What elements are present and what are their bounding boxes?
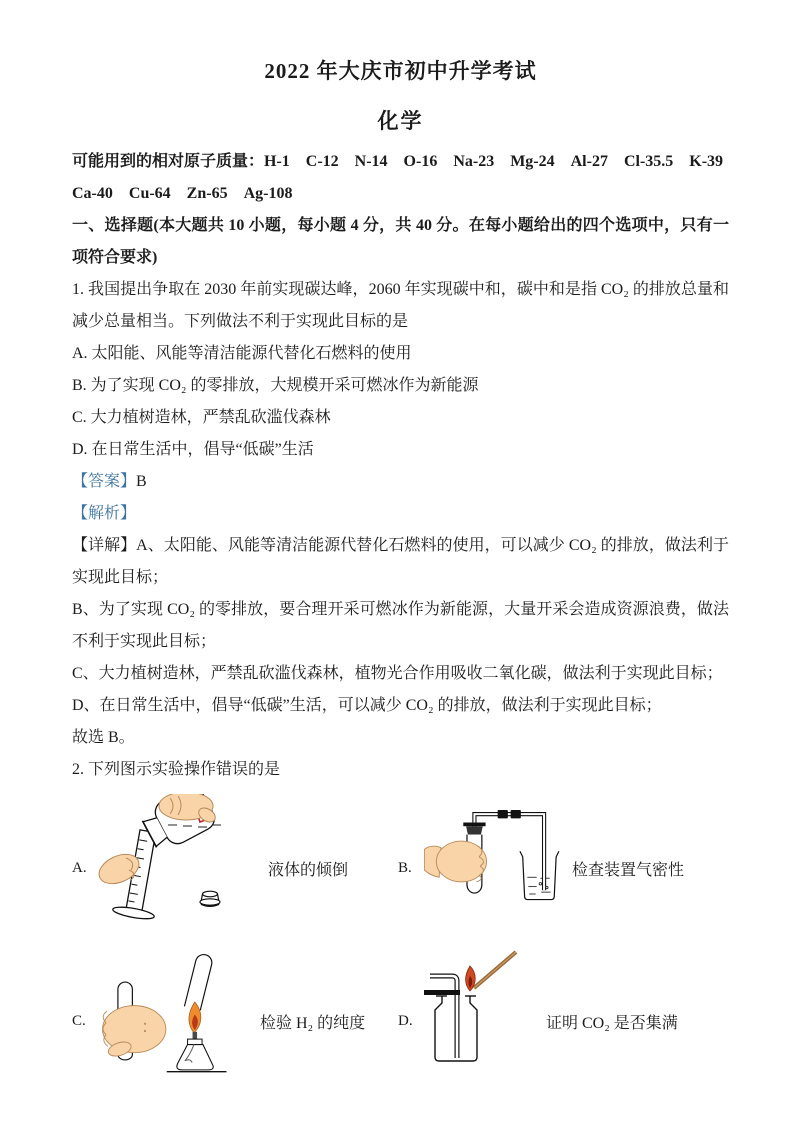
figure-d-caption: 证明 CO₂ 是否集满	[546, 1014, 678, 1032]
figure-a-letter: A.	[72, 859, 87, 876]
figure-c-caption: 检验 H₂ 的纯度	[260, 1014, 366, 1032]
figure-row-2	[72, 944, 729, 1098]
figure-option-b	[398, 803, 728, 933]
air-tightness-check-figure	[424, 803, 562, 933]
detail-item-a: 【详解】A、太阳能、风能等清洁能源代替化石燃料的使用，可以减少 CO₂ 的排放，做法利于实现此目标；	[72, 537, 729, 586]
figure-row-1	[72, 792, 729, 944]
question-1-option-c: C. 大力植树造林，严禁乱砍滥伐森林	[72, 409, 331, 426]
gas-delivery-tube	[430, 976, 457, 1058]
analysis-line	[72, 498, 729, 530]
subject-title: 化学	[377, 109, 424, 133]
burning-splint	[466, 952, 517, 991]
beaker	[520, 851, 559, 899]
glass-cover-plate	[424, 990, 460, 995]
atomic-masses-line-2: Ca-40 Cu-64 Zn-65 Ag-108	[72, 185, 293, 202]
pouring-liquid-figure	[98, 794, 258, 942]
figure-d-letter: D.	[398, 1012, 413, 1029]
hydrogen-purity-test-figure	[98, 946, 250, 1096]
co2-full-test-figure	[424, 946, 536, 1096]
bottle-stopper	[200, 891, 220, 906]
detail-item-d: D、在日常生活中，倡导“低碳”生活，可以减少 CO₂ 的排放，做法利于实现此目标；	[72, 697, 662, 714]
answer-value: B	[136, 473, 147, 490]
tube-connector	[498, 810, 508, 818]
figure-c-letter: C.	[72, 1012, 86, 1029]
inverted-test-tube	[184, 953, 213, 1010]
atomic-masses-line-1: 可能用到的相对原子质量：H-1 C-12 N-14 O-16 Na-23 Mg-24 Al-27 Cl-35.5 K-39	[72, 153, 724, 170]
figure-a-caption: 液体的倾倒	[268, 861, 349, 879]
hand-grasping-test-tube	[424, 841, 486, 882]
lamp-collar	[188, 1039, 202, 1044]
answer-line	[72, 466, 729, 498]
detail-item-b: B、为了实现 CO₂ 的零排放，要合理开采可燃冰作为新能源，大量开采会造成资源浪费，做法不利于实现此目标；	[72, 601, 729, 650]
figure-option-c	[72, 946, 398, 1096]
figure-option-d	[398, 946, 728, 1096]
answer-label: 【答案】	[72, 473, 137, 490]
page-title: 2022 年大庆市初中升学考试	[264, 59, 537, 83]
detail-conclusion: 故选 B。	[72, 729, 135, 746]
question-1-option-a: A. 太阳能、风能等清洁能源代替化石燃料的使用	[72, 345, 412, 362]
section-heading: 一、选择题(本大题共 10 小题，每小题 4 分，共 40 分。在每小题给出的四个选项中，只有一项符合要求)	[72, 217, 729, 266]
detail-item-c: C、大力植树造林，严禁乱砍滥伐森林，植物光合作用吸收二氧化碳，做法利于实现此目标；	[72, 665, 723, 682]
figure-option-a	[72, 794, 398, 942]
question-2-stem: 2. 下列图示实验操作错误的是	[72, 761, 281, 778]
question-1-stem: 1. 我国提出争取在 2030 年前实现碳达峰，2060 年实现碳中和，碳中和是指 CO₂ 的排放总量和减少总量相当。下列做法不利于实现此目标的是	[72, 281, 729, 330]
figure-b-caption: 检查装置气密性	[572, 861, 685, 879]
question-1-option-d: D. 在日常生活中，倡导“低碳”生活	[72, 441, 314, 458]
figure-b-letter: B.	[398, 859, 412, 876]
alcohol-lamp-body	[177, 1045, 213, 1070]
question-1-option-b: B. 为了实现 CO₂ 的零排放，大规模开采可燃冰作为新能源	[72, 377, 479, 394]
test-tube-stopper	[463, 823, 485, 827]
hand-holding-tube	[103, 1006, 166, 1059]
analysis-label: 【解析】	[72, 505, 137, 522]
